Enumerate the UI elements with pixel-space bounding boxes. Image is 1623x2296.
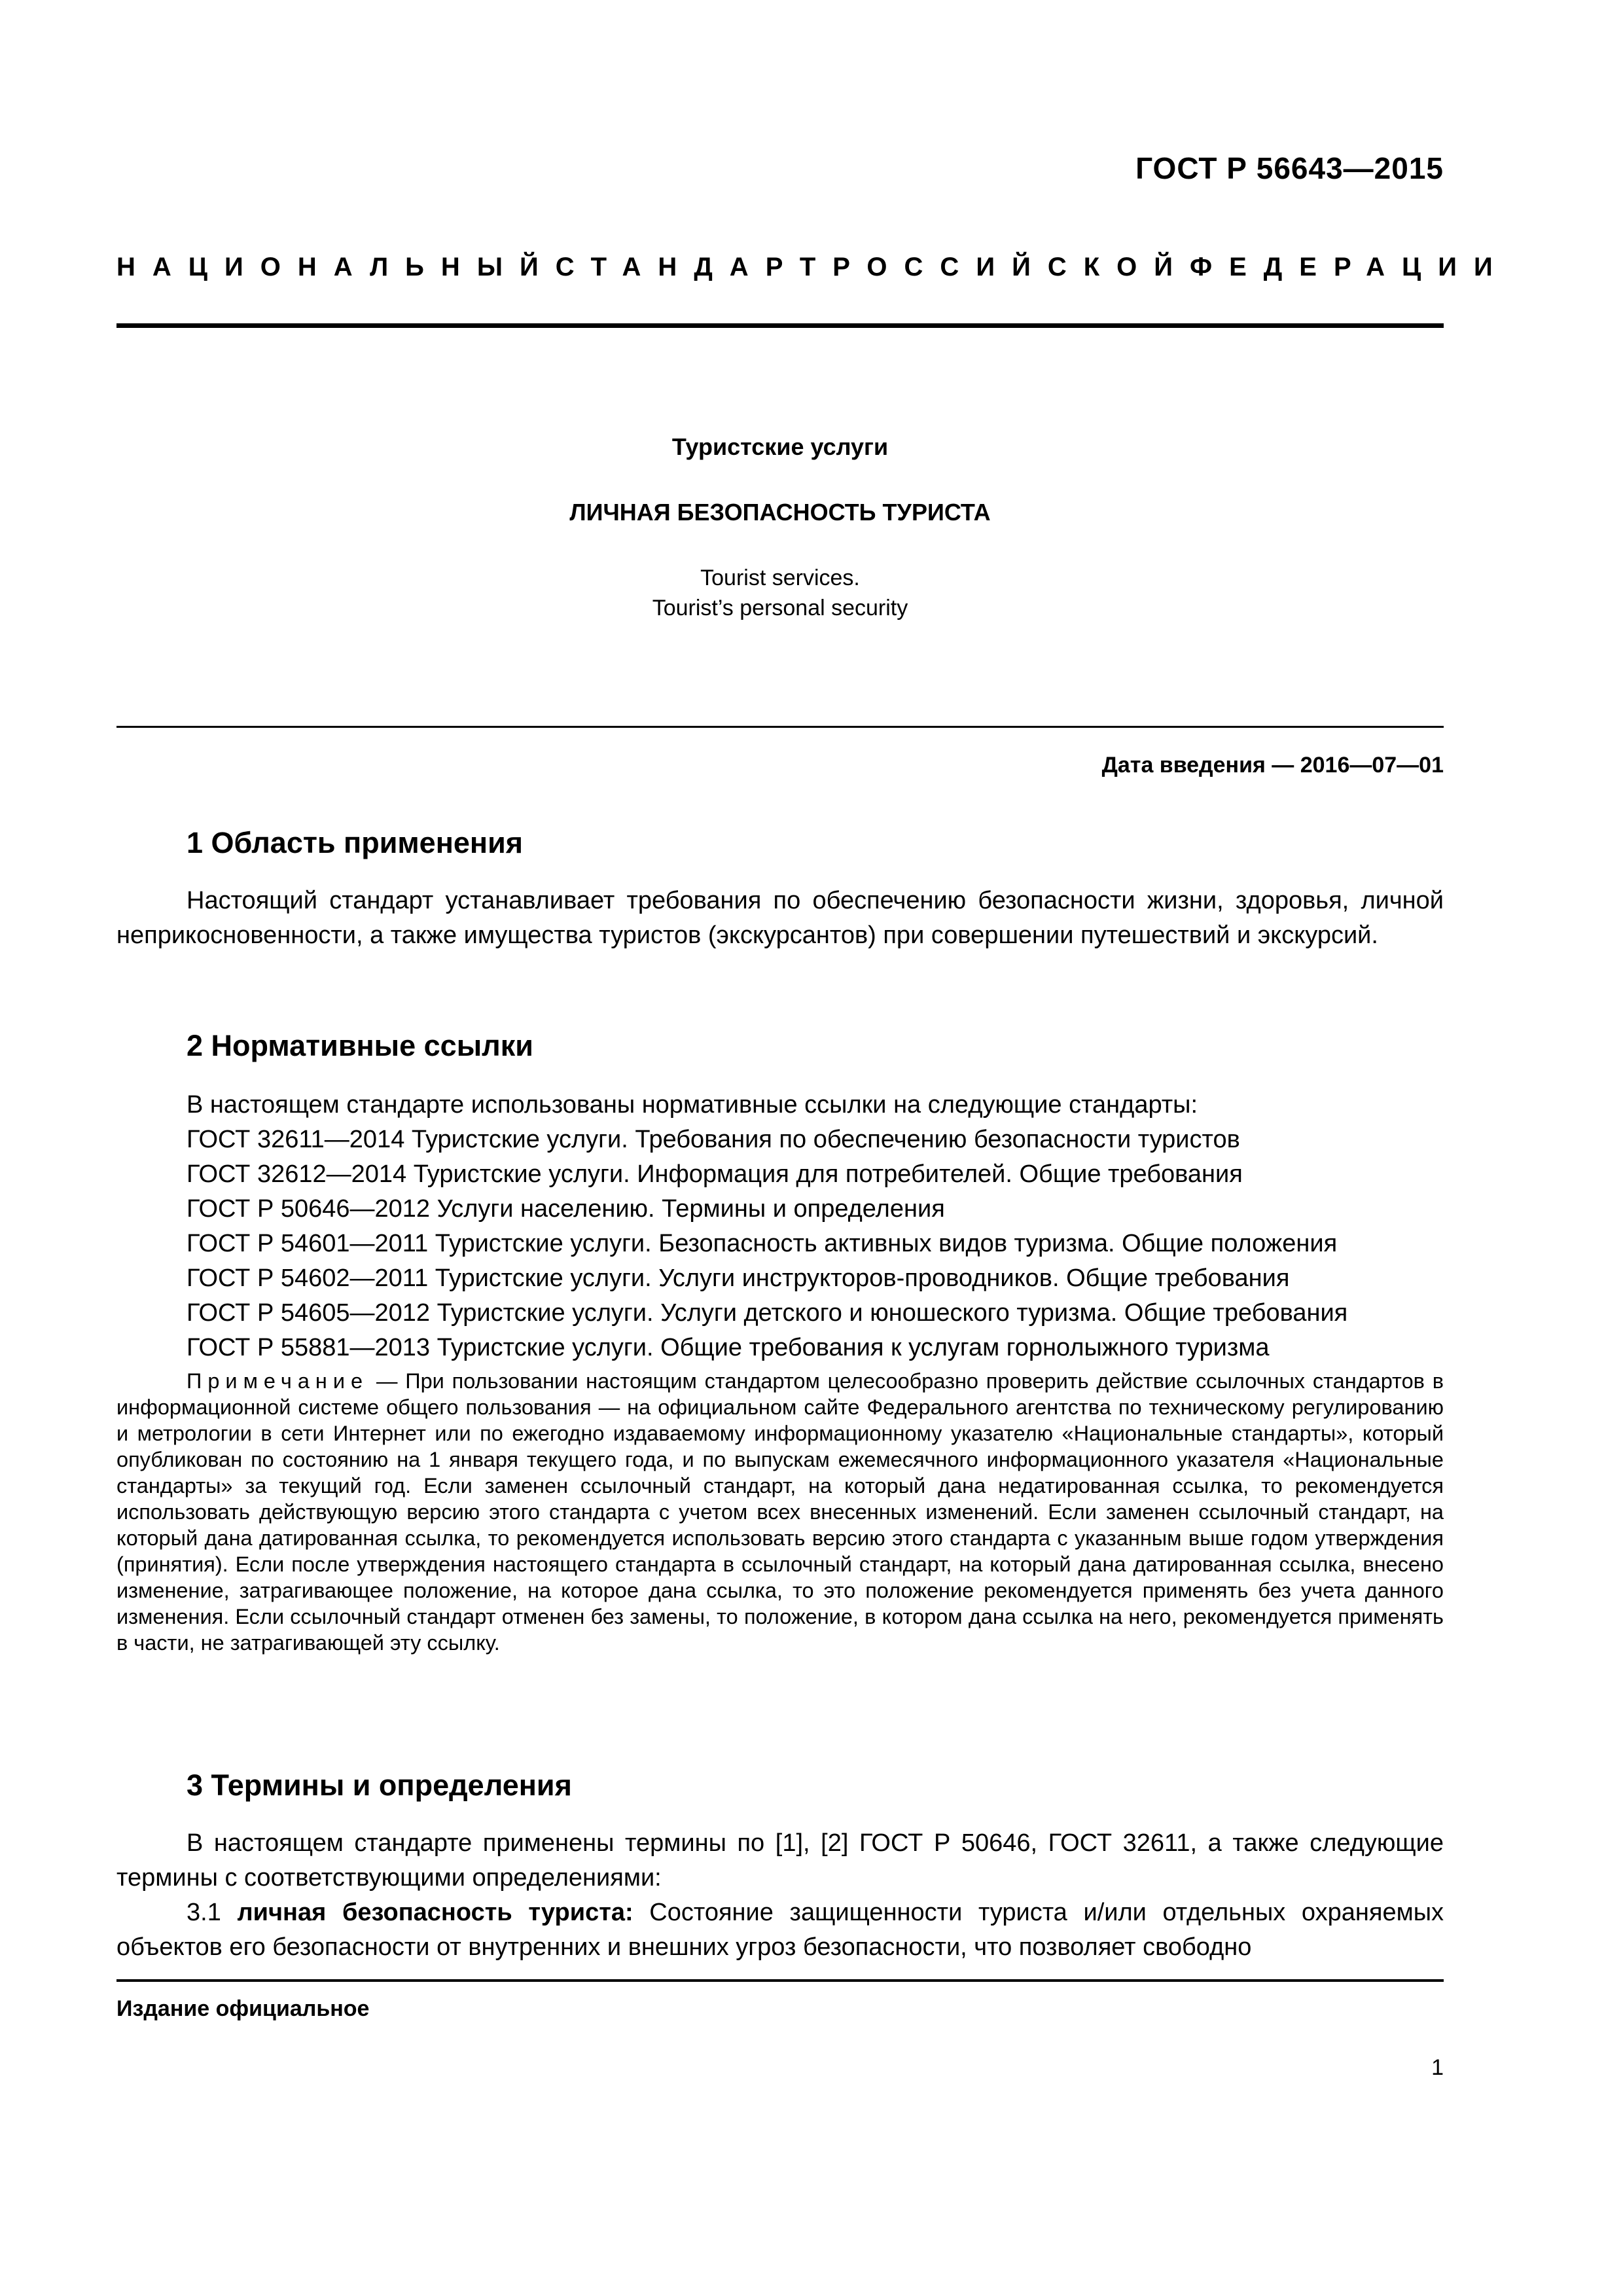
national-standard-banner <box>116 253 1510 282</box>
section1-body: Настоящий стандарт устанавливает требования по обеспечению безопасности жизни, здоровья, личной неприкосновенности, а также имущества туристов (экскурсантов) при совершении путешествий и экскурсий. <box>116 887 1444 949</box>
references-intro: В настоящем стандарте использованы нормативные ссылки на следующие стандарты: <box>187 1091 1198 1119</box>
title-main: ЛИЧНАЯ БЕЗОПАСНОСТЬ ТУРИСТА <box>569 499 991 526</box>
section3-intro-text: В настоящем стандарте применены термины по [1], [2] ГОСТ Р 50646, ГОСТ 32611, а также следующие термины с соответствующими определениями: <box>116 1829 1444 1892</box>
title-rule <box>116 726 1444 728</box>
term-definition <box>116 1895 1444 1965</box>
term-name: личная безопасность туриста: <box>237 1899 633 1926</box>
footer-rule <box>116 1979 1444 1982</box>
reference-item: ГОСТ Р 55881—2013 Туристские услуги. Общие требования к услугам горнолыжного туризма <box>187 1334 1270 1361</box>
gost-code: ГОСТ Р 56643—2015 <box>1135 151 1444 185</box>
reference-item: ГОСТ Р 54601—2011 Туристские услуги. Безопасность активных видов туризма. Общие положения <box>187 1230 1338 1257</box>
reference-item: ГОСТ 32611—2014 Туристские услуги. Требования по обеспечению безопасности туристов <box>187 1126 1240 1153</box>
section3-intro <box>116 1826 1444 1895</box>
term-number: 3.1 <box>187 1899 221 1926</box>
title-english-line1: Tourist services. <box>700 565 860 590</box>
reference-list <box>187 1088 1453 1365</box>
banner-word: НАЦИОНАЛЬНЫЙ <box>116 253 556 281</box>
page-number: 1 <box>1431 2055 1444 2080</box>
reference-item: ГОСТ 32612—2014 Туристские услуги. Информация для потребителей. Общие требования <box>187 1160 1243 1188</box>
section1-heading: 1 Область применения <box>187 826 524 859</box>
reference-item: ГОСТ Р 50646—2012 Услуги населению. Термины и определения <box>187 1195 945 1223</box>
reference-item: ГОСТ Р 54605—2012 Туристские услуги. Услуги детского и юношеского туризма. Общие требования <box>187 1299 1348 1327</box>
banner-word: СТАНДАРТ <box>555 253 833 281</box>
section3-heading: 3 Термины и определения <box>187 1768 572 1802</box>
note-label: Примечание <box>187 1369 369 1393</box>
title-english-line2: Tourist’s personal security <box>652 596 908 620</box>
banner-word: РОССИЙСКОЙ <box>832 253 1190 281</box>
references-note <box>116 1368 1444 1656</box>
section1-text <box>116 884 1444 953</box>
section2-heading: 2 Нормативные ссылки <box>187 1029 533 1062</box>
note-text: — При пользовании настоящим стандартом целесообразно проверить действие ссылочных стандартов в информационной системе общего пользования — на официальном сайте Федерального агентства по техническому регулированию и метрологии в сети Интернет или по ежегодно издаваемому информационному указателю «Национальные стандарты», который опубликован по состоянию на 1 января текущего года, и по выпускам ежемесячного информационного указателя «Национальные стандарты» за текущий год. Если заменен ссылочный стандарт, на который дана недатированная ссылка, то рекомендуется использовать действующую версию этого стандарта с учетом всех внесенных изменений. Если заменен ссылочный стандарт, на который дана датированная ссылка, то рекомендуется использовать версию этого стандарта с указанным выше годом утверждения (принятия). Если после утверждения настоящего стандарта в ссылочный стандарт, на который дана датированная ссылка, внесено изменение, затрагивающее положение, на которое дана ссылка, то это положение рекомендуется применять без учета данного изменения. Если ссылочный стандарт отменен без замены, то положение, в котором дана ссылка на него, рекомендуется применять в части, не затрагивающей эту ссылку. <box>116 1369 1444 1655</box>
header-rule <box>116 323 1444 328</box>
reference-item: ГОСТ Р 54602—2011 Туристские услуги. Услуги инструкторов-проводников. Общие требования <box>187 1265 1290 1292</box>
intro-date: Дата введения — 2016—07—01 <box>1101 753 1444 778</box>
edition-label: Издание официальное <box>116 1996 370 2021</box>
banner-word: ФЕДЕРАЦИИ <box>1189 253 1510 281</box>
term-text: Состояние защищенности туриста и/или отдельных охраняемых объектов его безопасности от внутренних и внешних угроз безопасности, что позволяет свободно <box>116 1899 1444 1961</box>
title-category: Туристские услуги <box>671 433 889 460</box>
